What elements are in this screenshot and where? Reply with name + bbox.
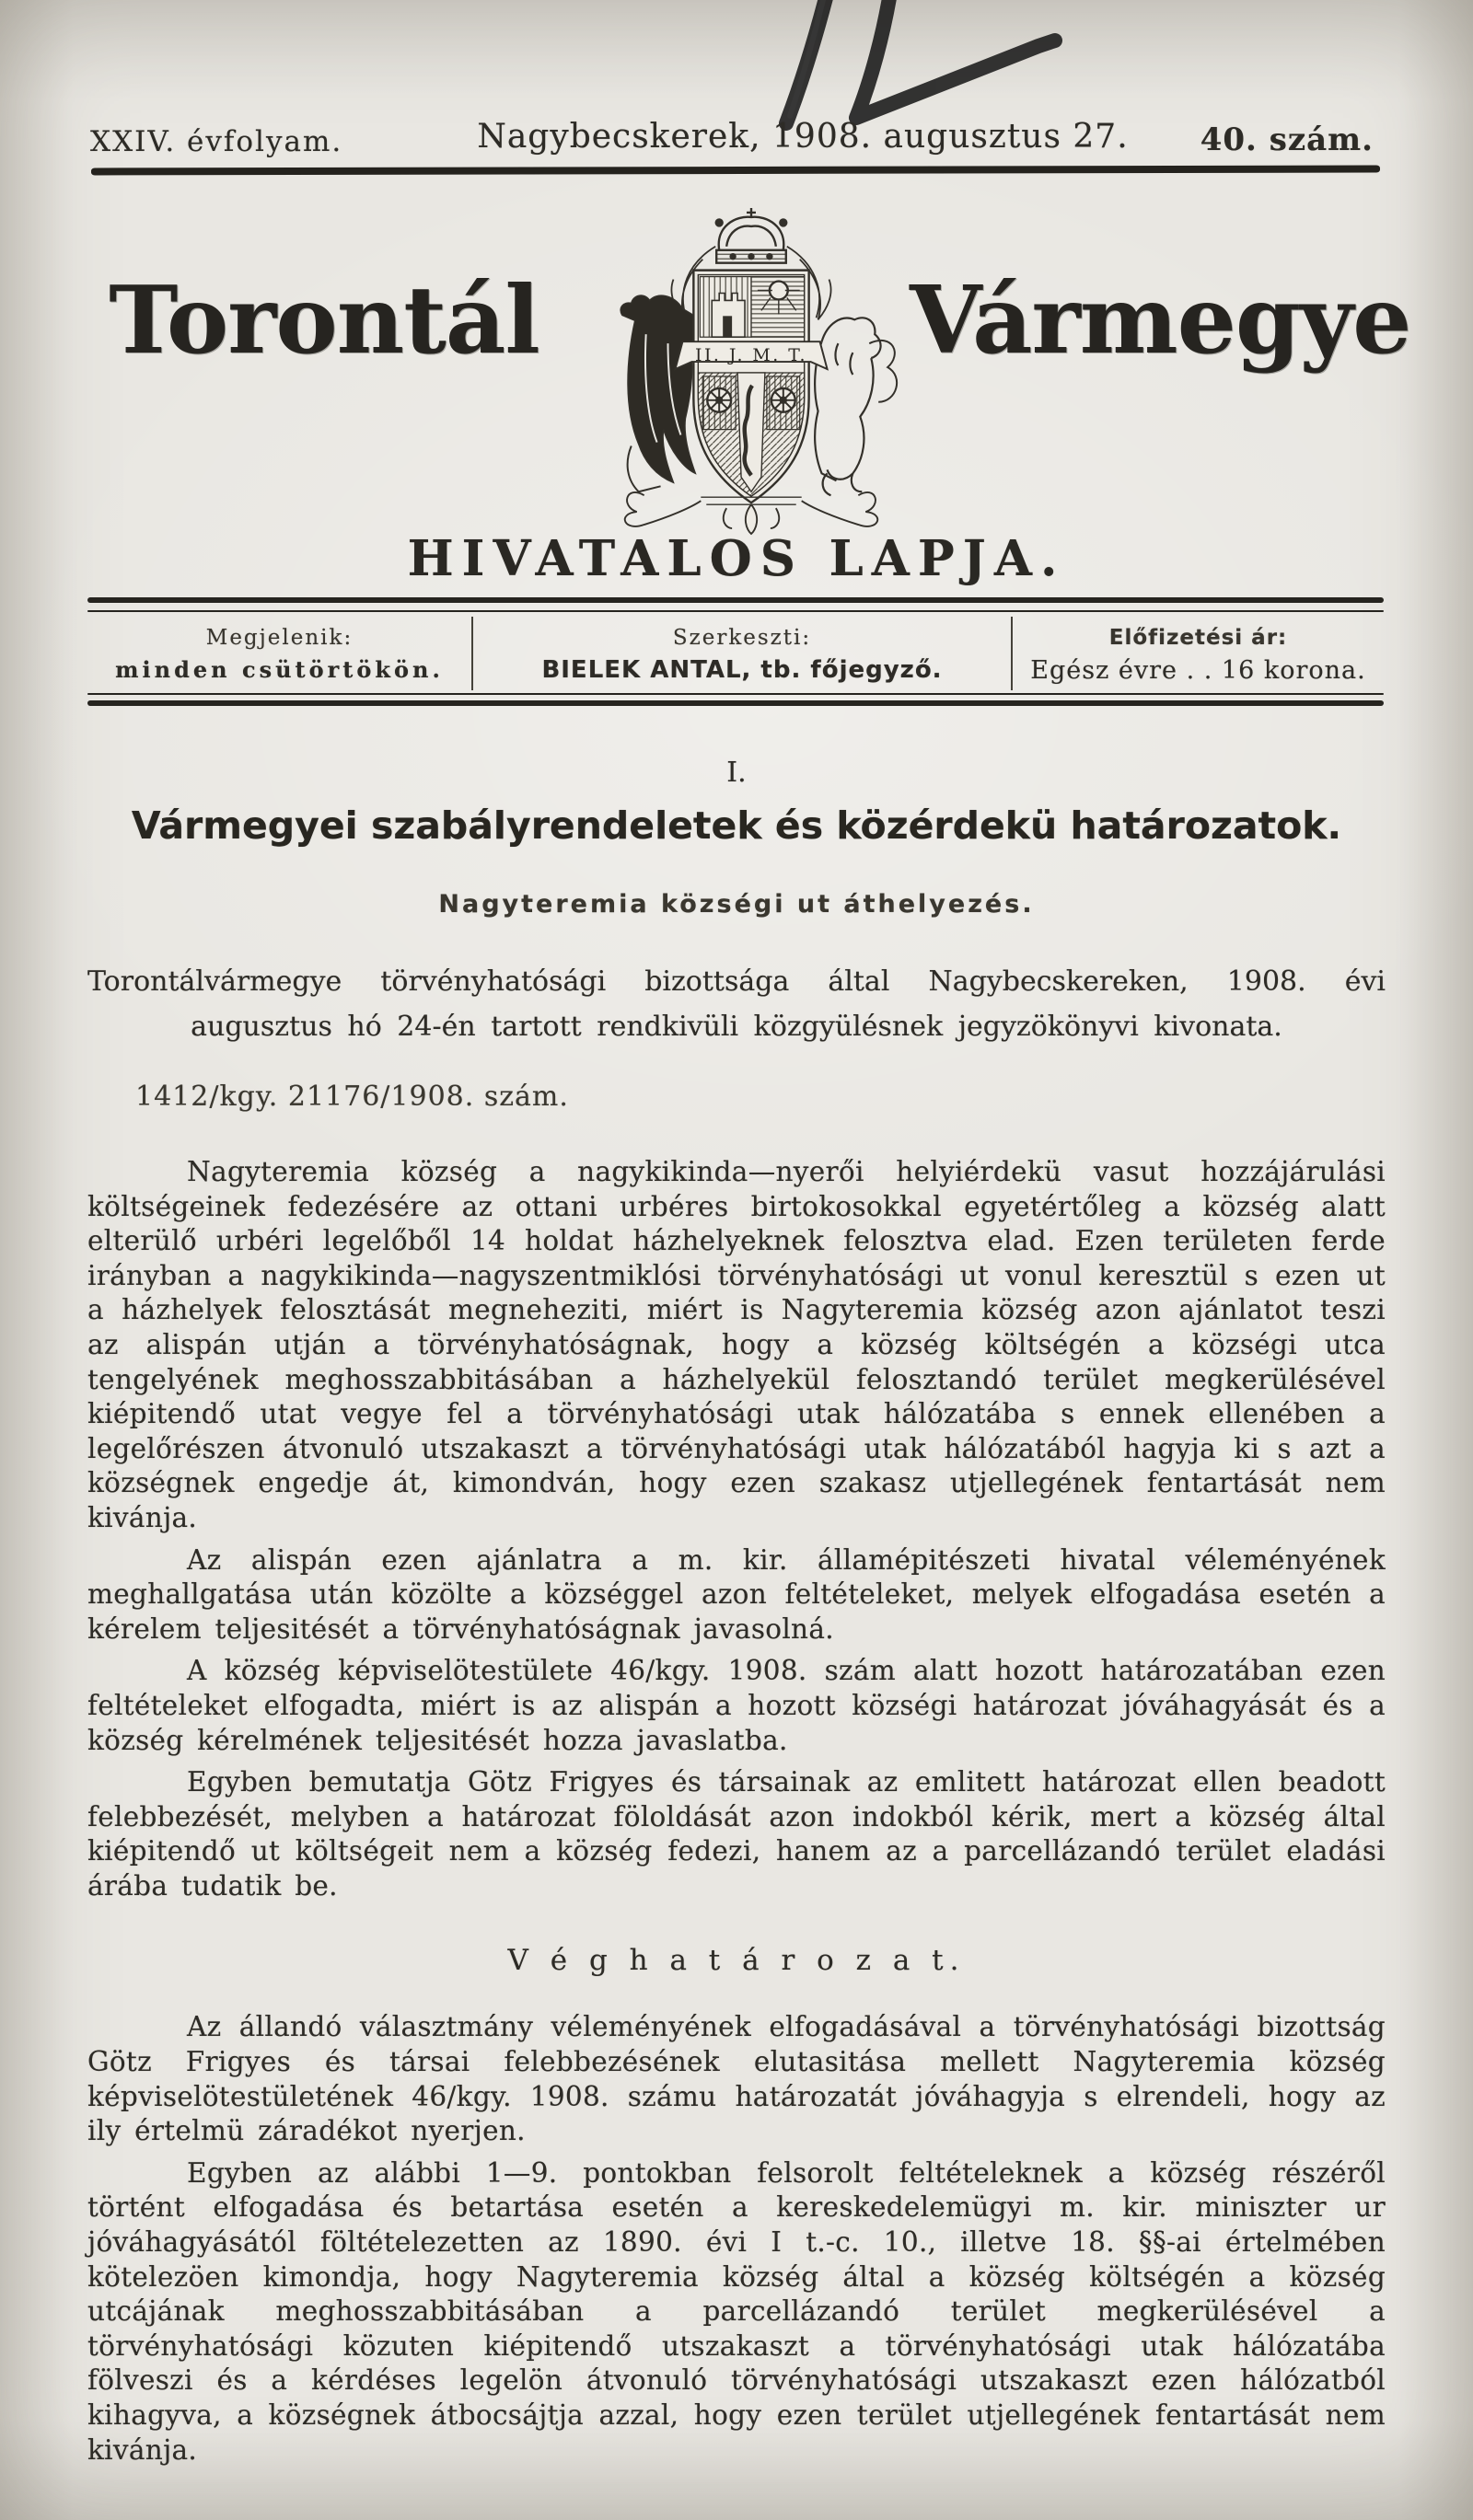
editor-label: Szerkeszti: (672, 626, 812, 650)
lion-supporter-icon (815, 318, 897, 495)
divider-rule-thick-2 (87, 700, 1384, 706)
subscription-cell (1013, 617, 1384, 690)
body-paragraph: A község képviselötestülete 46/kgy. 1908. szám alatt hozott határozatában ezen feltételeket elfogadta, miért is az alispán a hozott községi határozat jóváhagyását és a község kérelmének teljesitését hozza javaslatba. (87, 1655, 1386, 1756)
county-coat-of-arms (591, 206, 911, 536)
divider-rule-thin-2 (87, 693, 1384, 695)
published-label: Megjelenik: (205, 626, 354, 650)
published-value: minden csütörtökön. (115, 656, 444, 683)
crest-banner (675, 341, 827, 369)
masthead-title-right: Vármegye (910, 265, 1411, 375)
volume-label: XXIV. évfolyam. (90, 125, 343, 158)
issue-number-label: 40. szám. (1200, 121, 1374, 158)
publication-info-bar (87, 617, 1384, 690)
svg-text:II. J. M. T.: II. J. M. T. (695, 345, 807, 366)
editor-value: BIELEK ANTAL, tb. főjegyző. (541, 656, 943, 684)
decision-paragraph: Az állandó választmány véleményének elfogadásával a törvényhatósági bizottság Götz Frigyes és társai felebbezésének elutasitása mellett Nagyteremia község képviselötestületének 46/kgy. 1908. számu határozatát jóváhagyja s elrendeli, hogy az ily értelmü záradékot nyerjen. (87, 2011, 1386, 2147)
issue-header-row (0, 118, 1473, 164)
subscription-value: Egész évre . . 16 korona. (1030, 656, 1366, 685)
rosette-left (707, 388, 731, 412)
editor-cell (471, 617, 1013, 690)
publication-schedule-cell (87, 617, 471, 690)
section-number: I. (726, 757, 747, 789)
masthead-subtitle: HIVATALOS LAPJA. (407, 530, 1066, 587)
subscription-label: Előfizetési ár: (1108, 626, 1288, 650)
meeting-extract-intro: Torontálvármegye törvényhatósági bizottsága által Nagybecskereken, 1908. évi augusztus hó 24-én tartott rendkivüli közgyülésnek jegyzökönyvi kivonata. (87, 965, 1386, 1043)
place-date-label: Nagybecskerek, 1908. augusztus 27. (477, 118, 1129, 156)
body-paragraph: Egyben bemutatja Götz Frigyes és társainak az emlitett határozat ellen beadott felebbezését, melyben a határozat föloldását azon indokból kérik, mert a község által kiépitendő ut költségeit nem a község fedezi, hanem az a parcellázandó terület eladási árába tudatik be. (87, 1766, 1386, 1902)
crown-icon (716, 208, 787, 263)
pencil-stroke-digit-2 (856, 0, 1055, 118)
divider-rule-thick (87, 597, 1384, 603)
body-paragraph: Nagyteremia község a nagykikinda—nyerői helyiérdekü vasut hozzájárulási költségeinek fedezésére az ottani urbéres birtokosokkal egyetértőleg a község alatt elterülő urbéri legelőből 14 holdat házhelyeknek felosztva elad. Ezen területen ferde irányban a nagykikinda—nagyszentmiklósi törvényhatósági ut vonul keresztül s ezen ut a házhelyek felosztását megneheziti, miért is Nagyteremia község azon ajánlatot teszi az alispán utján a törvényhatóságnak, hogy a község költségén a községi utca tengelyének meghosszabbitásában a házhelyekül felosztandó terület megkerülésével kiépitendő utat vegye fel a törvényhatósági utak hálózatába s ennek ellenében a legelőrészen átvonuló utszakaszt a törvényhatósági utak hálózatából hagyja ki s azt a községnek engedje át, kimondván, hogy ezen szakasz utjellegének fentartását nem kivánja. (87, 1156, 1386, 1533)
header-rule (91, 166, 1380, 176)
decision-heading: V é g h a t á r o z a t. (507, 1944, 966, 1978)
decision-paragraph: Egyben az alábbi 1—9. pontokban felsorolt feltételeknek a község részéről történt elfogadása és betartása esetén a kereskedelemügyi m. kir. miniszter ur jóváhagyásától föltételezetten az 1890. évi I t.-c. 10., illetve 18. §§-ai értelmében kötelezöen kimondja, hogy Nagyteremia község által a község költségén a község utcájának meghosszabbitásában a parcellázandó terület megkerülésével a törvényhatósági közuten kiépitendő utszakaszt a törvényhatósági utak hálózatába fölveszi és a kérdéses legelön átvonuló törvényhatósági utszakaszt ezen hálózatból kihagyva, a községnek átbocsájtja azzal, hogy ezen terület utjellegének fentartását nem kivánja. (87, 2156, 1386, 2466)
rosette-right (771, 388, 795, 412)
masthead-title-left: Torontál (109, 265, 539, 375)
pencil-texture (790, 0, 823, 116)
section-title: Vármegyei szabályrendeletek és közérdekü határozatok. (131, 803, 1342, 848)
divider-rule-thin (87, 610, 1384, 612)
article-title: Nagyteremia községi ut áthelyezés. (438, 890, 1035, 919)
reference-number: 1412/kgy. 21176/1908. szám. (135, 1081, 569, 1113)
shield-icon (675, 271, 827, 503)
eagle-supporter-icon (621, 295, 696, 491)
body-paragraph: Az alispán ezen ajánlatra a m. kir. államépitészeti hivatal véleményének meghallgatása után közölte a községgel azon feltételeket, melyek elfogadása esetén a kérelem teljesitését a törvényhatóságnak javasolná. (87, 1543, 1386, 1645)
article-content (87, 757, 1386, 2468)
